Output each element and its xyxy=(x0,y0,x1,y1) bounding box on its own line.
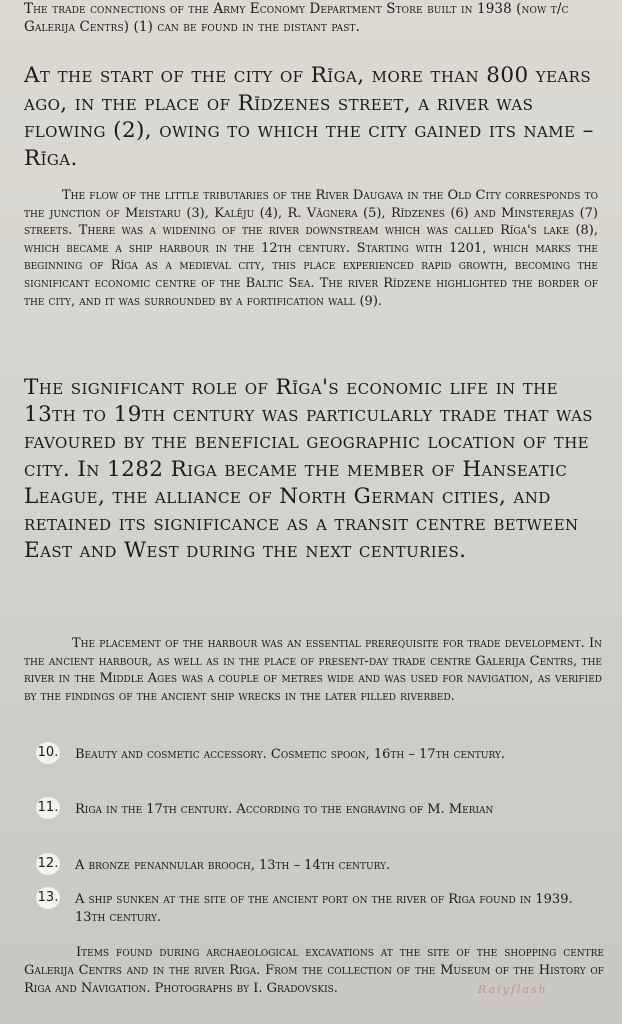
list-item xyxy=(36,853,606,887)
item-number-badge: 10. xyxy=(36,742,60,764)
intro-text: The trade connections of the Army Economy Department Store built in 1938 (now t/c Galerija Centrs) (1) can be found in the distant past. xyxy=(24,1,569,35)
heading-origin: At the start of the city of Rīga, more than 800 years ago, in the place of Rīdzenes street, a river was flowing (2), owing to which the city gained its name – Rīga. xyxy=(24,63,594,171)
item-number-badge: 13. xyxy=(36,887,60,909)
item-caption: Beauty and cosmetic accessory. Cosmetic spoon, 16th – 17th century. xyxy=(75,747,506,762)
watermark: Raiyflash xyxy=(478,983,548,996)
paragraph-tributaries: The flow of the little tributaries of the River Daugava in the Old City corresponds to the junction of Meistaru (3), Kalēju (4), R. Vāgnera (5), Rīdzenes (6) and Minsterejas (7) streets. There was a widening of the river downstream which was called Rīga's lake (8), which became a ship harbour in the 12th century. Starting with 1201, which marks the beginning of Rīga as a medieval city, this place experienced rapid growth, becoming the significant economic centre of the Baltic Sea. The river Rīdzene highlighted the border of the city, and it was surrounded by a fortification wall (9). xyxy=(24,188,598,309)
item-caption: A bronze penannular brooch, 13th – 14th century. xyxy=(75,858,391,873)
list-item xyxy=(36,797,606,853)
item-number-badge: 12. xyxy=(36,853,60,875)
footer-credits: Items found during archaeological excavations at the site of the shopping centre Galerija Centrs and in the river Riga. From the collection of the Museum of the History of Riga and Navigation. Photographs by I. Gradovskis. xyxy=(24,945,604,996)
list-item xyxy=(36,887,606,937)
item-number-badge: 11. xyxy=(36,797,60,819)
items-list xyxy=(36,742,606,937)
item-caption: A ship sunken at the site of the ancient port on the river of Riga found in 1939. 13th century. xyxy=(75,892,573,925)
heading-economic-role: The significant role of Rīga's economic life in the 13th to 19th century was particularly trade that was favoured by the beneficial geographic location of the city. In 1282 Riga became the member of Hanseatic League, the alliance of North German cities, and retained its significance as a transit centre between East and West during the next centuries. xyxy=(24,375,593,564)
item-caption: Riga in the 17th century. According to the engraving of M. Merian xyxy=(75,802,494,817)
list-item xyxy=(36,742,606,797)
paragraph-harbour: The placement of the harbour was an essential prerequisite for trade development. In the ancient harbour, as well as in the place of present-day trade centre Galerija Centrs, the river in the Middle Ages was a couple of metres wide and was used for navigation, as verified by the findings of the ancient ship wrecks in the later filled riverbed. xyxy=(24,636,602,704)
